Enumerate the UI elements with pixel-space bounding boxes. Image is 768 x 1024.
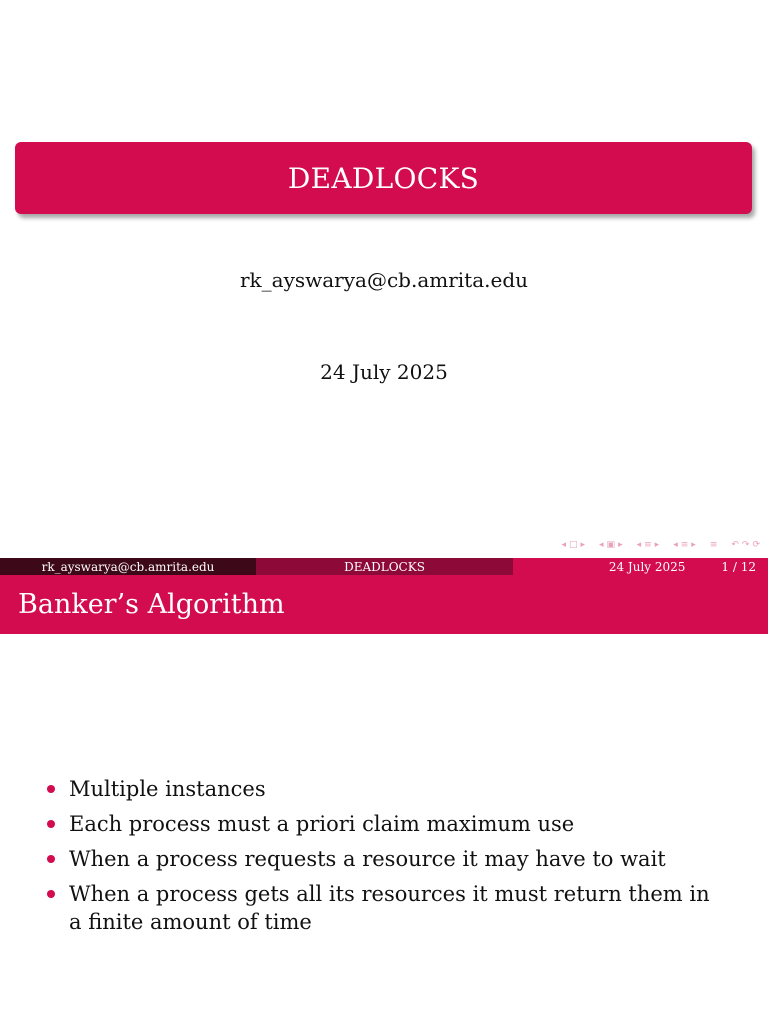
- beamer-navigation: [561, 538, 760, 552]
- nav-back-icon[interactable]: ↶: [731, 540, 739, 550]
- slide-footer: [0, 558, 768, 575]
- bullet-item: [44, 775, 724, 803]
- nav-prev-subsection-icon[interactable]: ◂: [636, 540, 642, 550]
- footer-title-section: [256, 558, 513, 575]
- nav-subsection-icon[interactable]: ≡: [644, 540, 652, 550]
- author-email: rk_ayswarya@cb.amrita.edu: [239, 268, 529, 292]
- nav-frame-icon[interactable]: ▣: [606, 540, 616, 550]
- bullet-dot-icon: [47, 820, 55, 828]
- frame-title-text: Banker’s Algorithm: [18, 589, 285, 620]
- nav-section-icon[interactable]: ≡: [680, 540, 689, 550]
- content-slide: [0, 575, 768, 1024]
- bullet-dot-icon: [47, 855, 55, 863]
- footer-author-section: [0, 558, 256, 575]
- footer-date: 24 July 2025: [608, 559, 686, 574]
- nav-next-slide-icon[interactable]: ▸: [580, 540, 586, 550]
- bullet-text: When a process requests a resource it may have to wait: [69, 847, 666, 871]
- footer-title: DEADLOCKS: [344, 559, 425, 574]
- bullet-item: [44, 845, 724, 873]
- nav-document-icon[interactable]: ≡: [709, 540, 718, 550]
- bullet-text: Multiple instances: [69, 777, 266, 801]
- nav-next-frame-icon[interactable]: ▸: [618, 540, 623, 550]
- nav-prev-section-icon[interactable]: ◂: [673, 540, 678, 550]
- bullet-item: [44, 880, 724, 936]
- presentation-title: DEADLOCKS: [287, 161, 480, 195]
- nav-next-section-icon[interactable]: ▸: [691, 540, 696, 550]
- nav-search-icon[interactable]: ⟳: [752, 540, 760, 550]
- bullet-dot-icon: [47, 890, 55, 898]
- nav-prev-slide-icon[interactable]: ◂: [561, 540, 566, 550]
- footer-author: rk_ayswarya@cb.amrita.edu: [41, 559, 215, 574]
- bullet-text: When a process gets all its resources it must return them in a finite amount of time: [69, 882, 710, 934]
- footer-page-number: 1 / 12: [721, 559, 756, 574]
- nav-slide-icon[interactable]: □: [568, 540, 578, 550]
- nav-next-subsection-icon[interactable]: ▸: [654, 540, 660, 550]
- nav-forward-icon[interactable]: ↷: [741, 540, 750, 550]
- bullet-item: [44, 810, 724, 838]
- nav-prev-frame-icon[interactable]: ◂: [599, 540, 604, 550]
- bullet-text: Each process must a priori claim maximum use: [69, 812, 575, 836]
- footer-date-section: [513, 558, 768, 575]
- presentation-date: 24 July 2025: [320, 360, 448, 384]
- bullet-list: [44, 775, 724, 943]
- frame-title: [0, 575, 768, 634]
- bullet-dot-icon: [47, 785, 55, 793]
- title-box: [15, 142, 752, 214]
